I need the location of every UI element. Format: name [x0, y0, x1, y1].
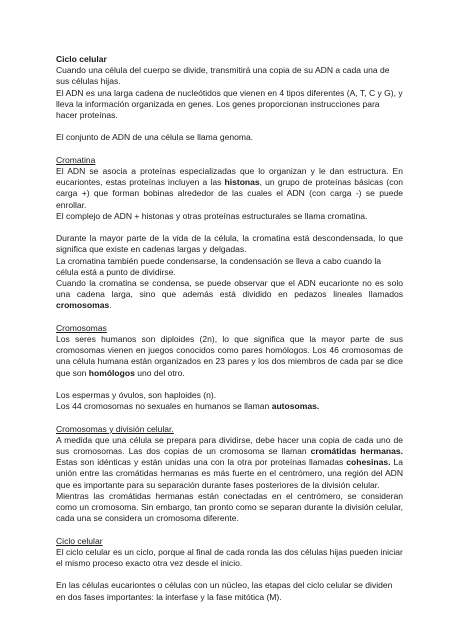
cromatina-paragraph-3: La cromatina también puede condensarse, la condensación se lleva a cabo cuando la célula está a punto de dividirse.	[56, 255, 381, 277]
cromosomas-paragraph-2: Los espermas y óvulos, son haploides (n).	[56, 390, 217, 401]
bold-term-autosomas: autosomas.	[271, 401, 320, 412]
cromosomas-paragraph-3: Los 44 cromosomas no sexuales en humanos se llaman autosomas.	[56, 401, 320, 412]
cromatina-paragraph-1-end: El complejo de ADN + histonas y otras proteínas estructurales se llama cromatina.	[56, 210, 368, 221]
section-heading-cromosomas: Cromosomas	[56, 322, 107, 333]
document-title: Ciclo celular	[56, 54, 107, 64]
intro-paragraph-2: El ADN es una larga cadena de nucleótidos que vienen en 4 tipos diferentes (A, T, C y G), y lleva la información organizada en genes. Los genes proporcionan instrucciones para hacer proteínas.	[56, 87, 403, 121]
cromatina-paragraph-1: El ADN se asocia a proteínas especializadas que lo organizan y le dan estructura. En eucariontes, estas proteínas incluyen a las histonas, un grupo de proteínas básicas (con carga +) que forman bobinas alrededor de las cuales el ADN (con carga -) se puede enrollar.	[56, 166, 403, 210]
cromosomas-paragraph-1: Los seres humanos son diploides (2n), lo que significa que la mayor parte de sus cromosomas vienen en juegos conocidos como pares homólogos. Los 46 cromosomas de una célula humana están organizados en 23 pares y los dos miembros de cada par se dice que son homólogos uno del otro.	[56, 334, 403, 378]
section-heading-ciclo: Ciclo celular	[56, 535, 103, 546]
section-heading-division: Cromosomas y división celular.	[56, 423, 174, 434]
ciclo-paragraph-1: El ciclo celular es un ciclo, porque al final de cada ronda las dos células hijas pueden iniciar el mismo proceso exacto otra vez desde el inicio.	[56, 546, 403, 569]
bold-term-cohesinas: cohesinas.	[346, 457, 391, 468]
intro-paragraph-3: El conjunto de ADN de una célula se llama genoma.	[56, 132, 254, 143]
bold-term-cromosomas: cromosomas	[56, 300, 110, 311]
division-paragraph-2: Mientras las cromátidas hermanas están conectadas en el centrómero, se consideran como un cromosoma. Sin embargo, tan pronto como se separan durante la división celular, cada una se considera un cromosoma diferente.	[56, 490, 403, 524]
bold-term-histonas: histonas	[224, 177, 260, 188]
bold-term-homologos: homólogos	[88, 367, 135, 378]
ciclo-paragraph-2: En las células eucariontes o células con un núcleo, las etapas del ciclo celular se dividen en dos fases importantes: la interfase y la fase mitótica (M).	[56, 580, 393, 602]
division-paragraph-1: A medida que una célula se prepara para dividirse, debe hacer una copia de cada uno de sus cromosomas. Las dos copias de un cromosoma se llaman cromátidas hermanas. Estas son idénticas y están unidas una con la otra por proteínas llamadas cohesinas. La unión entre las cromátidas hermanas es más fuerte en el centrómero, una región del ADN que es importante para su separación durante fases posteriores de la división celular.	[56, 434, 403, 490]
section-heading-cromatina: Cromatina	[56, 154, 96, 165]
bold-term-cromatidas: cromátidas hermanas.	[310, 446, 403, 457]
cromatina-paragraph-2: Durante la mayor parte de la vida de la célula, la cromatina está descondensada, lo que significa que existe en cadenas largas y delgadas.	[56, 233, 403, 255]
cromatina-paragraph-4: Cuando la cromatina se condensa, se puede observar que el ADN eucarionte no es solo una cadena larga, sino que además está dividido en pedazos lineales llamados cromosomas.	[56, 278, 403, 311]
intro-paragraph-1: Cuando una célula del cuerpo se divide, transmitirá una copia de su ADN a cada una de sus células hijas.	[56, 65, 390, 87]
